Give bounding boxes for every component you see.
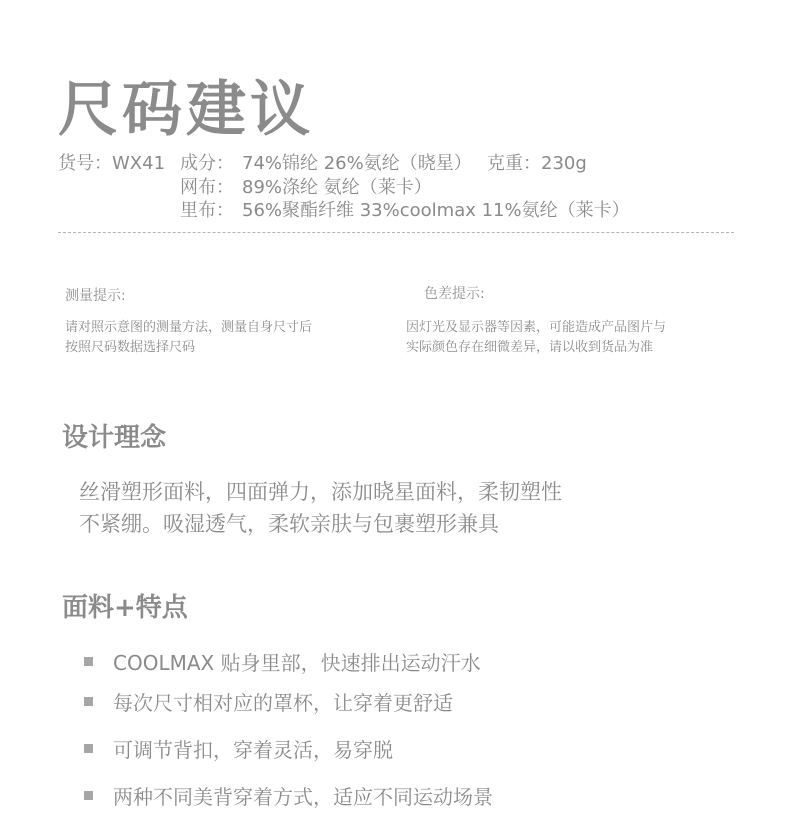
page-title: 尺码建议: [58, 75, 314, 145]
square-bullet-icon: [84, 791, 93, 800]
lining-value: 56%聚酯纤维 33%coolmax 11%氨纶（莱卡）: [242, 200, 630, 221]
features-heading: 面料+特点: [62, 593, 188, 623]
feature-text: 可调节背扣，穿着灵活，易穿脱: [113, 737, 393, 762]
design-line-1: 丝滑塑形面料，四面弹力，添加晓星面料，柔韧塑性: [79, 480, 562, 504]
square-bullet-icon: [84, 697, 93, 706]
feature-text: 每次尺寸相对应的罩杯，让穿着更舒适: [113, 690, 453, 715]
measure-tip-heading: 测量提示:: [65, 288, 126, 304]
lining-label: 里布：: [180, 200, 234, 221]
dashed-divider: [58, 232, 734, 233]
weight-value: 克重：230g: [487, 153, 587, 174]
square-bullet-icon: [84, 744, 93, 753]
composition-label: 成分：: [180, 153, 234, 174]
feature-item: [84, 733, 393, 763]
square-bullet-icon: [84, 657, 93, 666]
design-heading: 设计理念: [62, 423, 167, 453]
mesh-label: 网布：: [180, 177, 234, 198]
measure-tip-line-1: 请对照示意图的测量方法，测量自身尺寸后: [65, 320, 313, 335]
color-tip-line-1: 因灯光及显示器等因素，可能造成产品图片与: [406, 320, 667, 335]
feature-item: [84, 686, 453, 716]
feature-item: [84, 646, 481, 676]
color-tip-line-2: 实际颜色存在细微差异，请以收到货品为准: [406, 340, 654, 355]
feature-text: 两种不同美背穿着方式，适应不同运动场景: [113, 784, 493, 809]
color-tip-heading: 色差提示:: [424, 286, 485, 302]
feature-text: COOLMAX 贴身里部，快速排出运动汗水: [113, 650, 481, 675]
item-number: 货号：WX41: [58, 153, 166, 174]
feature-item: [84, 780, 493, 810]
design-line-2: 不紧绷。吸湿透气，柔软亲肤与包裹塑形兼具: [79, 512, 499, 536]
composition-value: 74%锦纶 26%氨纶（晓星）: [242, 153, 472, 174]
measure-tip-line-2: 按照尺码数据选择尺码: [65, 340, 196, 355]
mesh-value: 89%涤纶 氨纶（莱卡）: [242, 177, 432, 198]
